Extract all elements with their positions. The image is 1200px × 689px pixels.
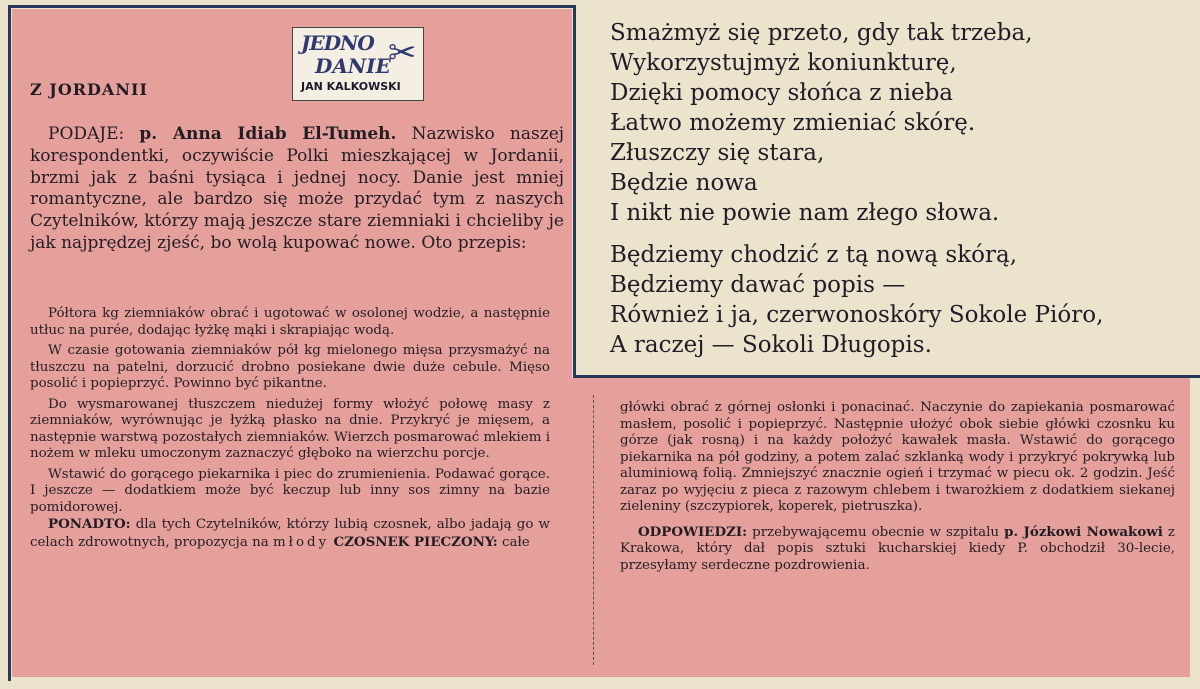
dish-name: CZOSNEK PIECZONY:: [333, 533, 498, 550]
poem-line: I nikt nie powie nam złego słowa.: [610, 200, 1000, 226]
recipe-step: Wstawić do gorącego piekarnika i piec do zrumienienia. Podawać gorące. I jeszcze — dodatkiem może być keczup lub inny sos zimny na bazie pomidorowej.: [30, 466, 550, 515]
answers-paragraph: [620, 524, 1175, 575]
continuation-text: główki obrać z górnej osłonki i ponacinać. Naczynie do zapiekania posmarować masłem, posolić i popieprzyć. Następnie ułożyć obok siebie główki czosnku ku górze (jak rosną) i na każdy położyć kawałek masła. Wstawić do gorącego piekarnika na pół godziny, a potem zalać szklanką wody i przykryć pokrywką lub aluminiową folią. Zmniejszyć znacznie ogień i trzymać w piecu ok. 2 godzin. Jeść zaraz po wyjęciu z pieca z razowym chlebem i twarożkiem z dodatkiem siekanej zieleniny (szczypiorek, koperek, pietruszka).: [620, 400, 1175, 514]
poem: [610, 18, 1190, 360]
answers-label: ODPOWIEDZI:: [638, 523, 748, 540]
correspondent-name: p. Anna Idiab El-Tumeh.: [139, 124, 397, 144]
answers-text1: przebywającemu obecnie w szpitalu: [752, 524, 1000, 540]
column-divider: [593, 395, 594, 665]
poem-line: Będzie nowa: [610, 170, 758, 196]
logo-author: JAN KALKOWSKI: [301, 80, 401, 93]
ponadto-paragraph: [30, 516, 550, 551]
ponadto-text: dla tych Czytelników, którzy lubią czosnek, albo jadają go w celach zdrowotnych, propozycja na: [30, 517, 550, 550]
ponadto-tail: całe: [501, 534, 530, 550]
logo-line2: DANIE: [315, 54, 391, 78]
intro-text: Nazwisko naszej korespondentki, oczywiście Polki mieszkającej w Jordanii, brzmi jak z baśni tysiąca i jednej nocy. Danie jest mniej romantyczne, ale bardzo się może przydać tym z naszych Czytelników, którzy mają jeszcze stare ziemniaki i chcieliby je jak najprędzej zjeść, bo wolą kupować nowe. Oto przepis:: [30, 124, 565, 253]
border-step-vertical: [573, 5, 576, 378]
intro-label: PODAJE:: [48, 124, 125, 144]
answers-name: p. Józkowi Nowakowi: [1004, 523, 1163, 540]
intro-paragraph: [30, 124, 564, 255]
poem-stanza-2: [610, 240, 1190, 360]
recipe-step: Do wysmarowanej tłuszczem niedużej formy włożyć połowę masy z ziemniaków, wyrównując je łyżką płasko na dnie. Przykryć je mięsem, a następnie warstwą pozostałych ziemniaków. Wierzch posmarować mlekiem i nożem w mleku umoczonym zaznaczyć głęboko na wierzchu porcje.: [30, 396, 550, 461]
recipe-step: W czasie gotowania ziemniaków pół kg mielonego mięsa przysmażyć na tłuszczu na patelni, dorzucić drobno posiekane dwie duże cebule. Mięso posolić i popieprzyć. Powinno być pikantne.: [30, 343, 550, 391]
poem-line: Dzięki pomocy słońca z nieba: [610, 80, 954, 106]
border-left: [8, 5, 11, 681]
section-heading: Z JORDANII: [30, 80, 148, 99]
logo-line1: JEDNO: [301, 31, 374, 55]
fork-knife-icon: ✂: [388, 33, 417, 73]
poem-line: Złuszczy się stara,: [610, 140, 825, 166]
poem-line: Wykorzystujmyż koniunkturę,: [610, 50, 957, 76]
recipe-steps: [30, 306, 550, 551]
poem-stanza-1: [610, 18, 1190, 228]
ponadto-spaced-word: młody: [272, 534, 330, 550]
poem-line: A raczej — Sokoli Długopis.: [610, 332, 932, 358]
poem-line: Będziemy dawać popis —: [610, 272, 906, 298]
poem-line: Również i ja, czerwonoskóry Sokole Pióro,: [610, 302, 1104, 328]
continuation-column: [620, 400, 1175, 574]
poem-line: Łatwo możemy zmieniać skórę.: [610, 110, 976, 136]
answers-text2: z Krakowa, który dał popis sztuki kucharskiej kiedy P. obchodził 30-lecie, przesyłamy serdeczne pozdrowienia.: [620, 524, 1175, 573]
poem-line: Smażmyż się przeto, gdy tak trzeba,: [610, 20, 1033, 46]
border-top: [8, 5, 576, 8]
poem-line: Będziemy chodzić z tą nową skórą,: [610, 242, 1018, 268]
column-logo: [292, 27, 424, 101]
border-step-horizontal: [573, 375, 1200, 378]
recipe-step: Półtora kg ziemniaków obrać i ugotować w osolonej wodzie, a następnie utłuc na purée, dodając łyżkę mąki i skrapiając wodą.: [30, 306, 550, 338]
ponadto-label: PONADTO:: [48, 516, 131, 532]
